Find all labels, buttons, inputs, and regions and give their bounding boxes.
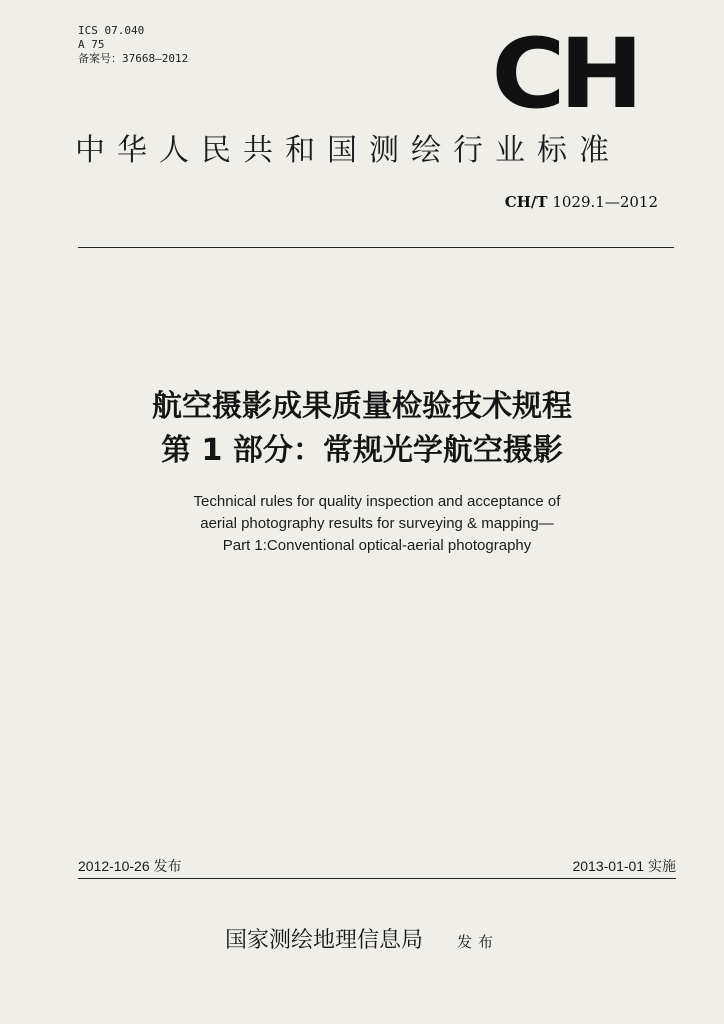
- issuer-name: 国家测绘地理信息局: [225, 928, 424, 953]
- chinese-title-line-2: 第 1 部分：常规光学航空摄影: [161, 433, 563, 468]
- industry-standard-heading: 中华人民共和国测绘行业标准: [75, 133, 621, 168]
- record-number: 备案号：37668—2012: [78, 52, 189, 65]
- bottom-divider: [78, 878, 676, 879]
- class-code: A 75: [78, 38, 105, 51]
- top-divider: [78, 247, 674, 248]
- classification-block: [78, 24, 188, 66]
- standard-code: 1029.1—2012: [552, 193, 658, 211]
- english-title-line-1: Technical rules for quality inspection and acceptance of: [193, 493, 561, 510]
- english-title: [0, 491, 724, 557]
- publish-date: 2012-10-26 发布: [78, 858, 182, 874]
- ics-code: ICS 07.040: [78, 24, 145, 37]
- chinese-title-line-1: 航空摄影成果质量检验技术规程: [152, 389, 572, 424]
- standard-number: [505, 193, 658, 211]
- ch-logo: CH: [491, 18, 638, 130]
- chinese-title: [0, 385, 724, 473]
- english-title-line-2: aerial photography results for surveying & mapping—: [200, 515, 554, 532]
- english-title-line-3: Part 1:Conventional optical-aerial photography: [222, 537, 532, 554]
- issue-action: 发布: [457, 933, 500, 951]
- standard-prefix: CH/T: [504, 193, 548, 211]
- implement-date: 2013-01-01 实施: [572, 858, 676, 874]
- issuing-authority: [225, 923, 499, 954]
